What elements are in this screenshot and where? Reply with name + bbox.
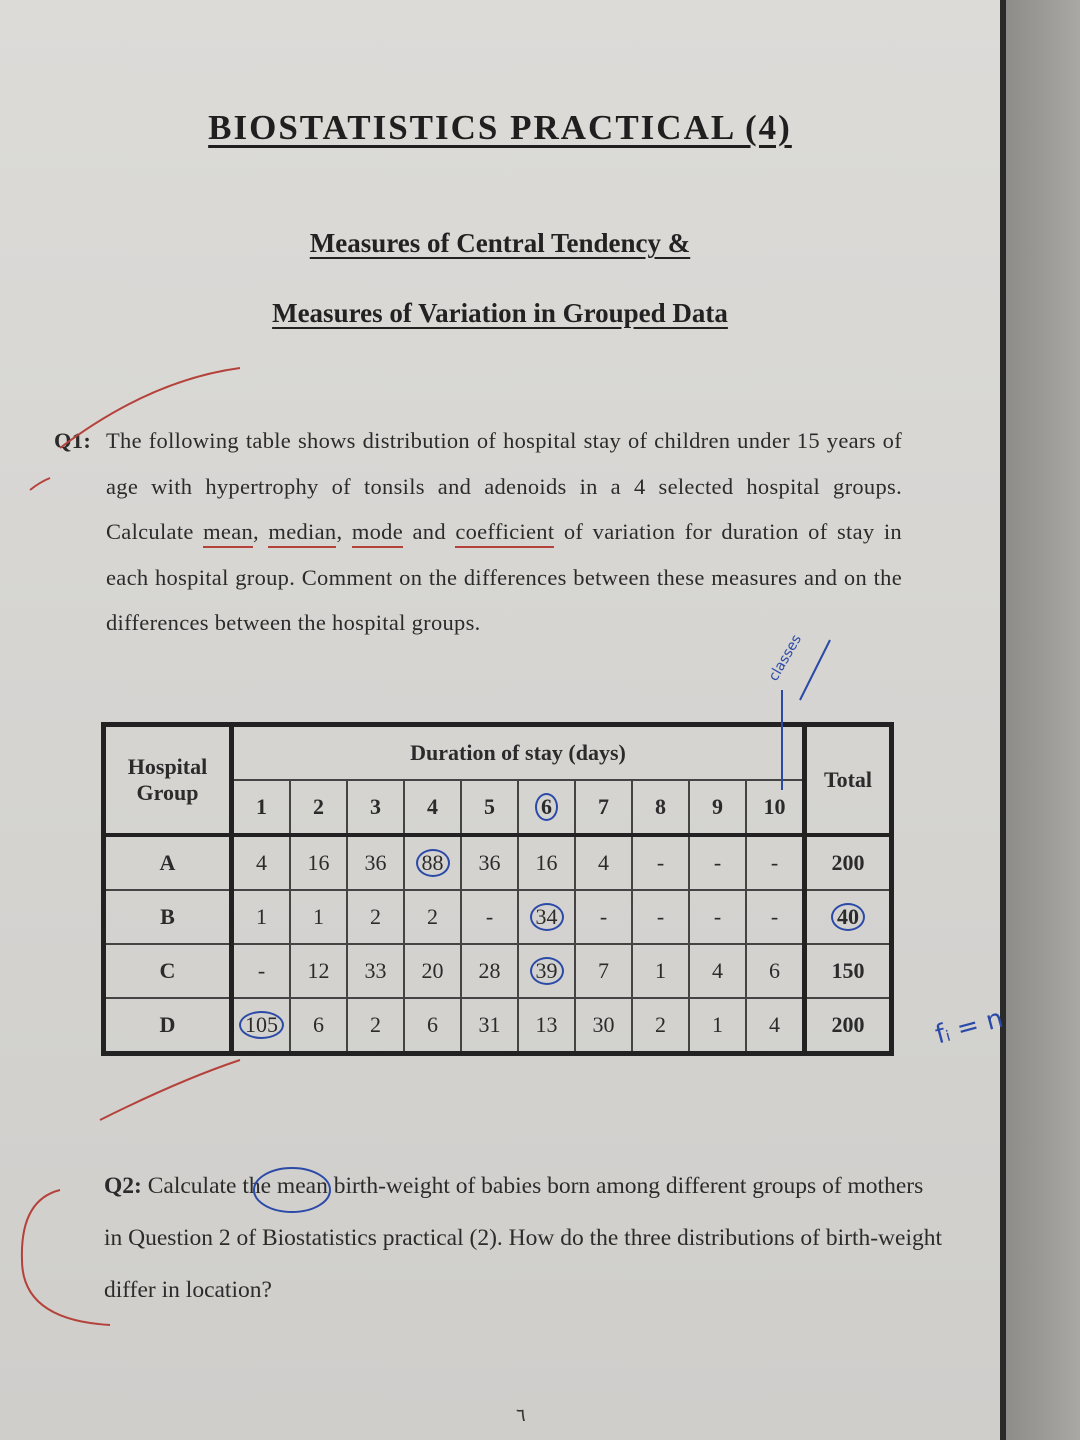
row-total: 200: [805, 998, 892, 1054]
day-header: 4: [404, 780, 461, 835]
table-cell: -: [746, 835, 805, 890]
table-cell: 1: [290, 890, 347, 944]
table-cell: -: [632, 835, 689, 890]
day-header: 1: [232, 780, 291, 835]
question-1-label: Q1:: [54, 428, 92, 453]
total-header: Total: [805, 725, 892, 836]
row-total: 40: [805, 890, 892, 944]
table-row: [104, 890, 892, 944]
table-cell: 28: [461, 944, 518, 998]
day-header: 3: [347, 780, 404, 835]
hospital-stay-table: [101, 722, 894, 1056]
table-cell: 105: [232, 998, 291, 1054]
table-cell: 6: [404, 998, 461, 1054]
day-header: 10: [746, 780, 805, 835]
table-cell: 7: [575, 944, 632, 998]
table-cell: -: [575, 890, 632, 944]
table-cell: 2: [347, 890, 404, 944]
subtitle-central-tendency: Measures of Central Tendency &: [309, 228, 691, 258]
table-cell: 34: [518, 890, 575, 944]
table-row: [104, 835, 892, 890]
word-median: median: [268, 519, 336, 548]
table-cell: 36: [461, 835, 518, 890]
word-mode: mode: [352, 519, 403, 548]
group-label: B: [104, 890, 232, 944]
table-cell: -: [632, 890, 689, 944]
question-2-label: Q2:: [104, 1173, 142, 1199]
page-edge: [1006, 0, 1080, 1440]
table-row: [104, 944, 892, 998]
table-cell: -: [689, 835, 746, 890]
table-cell: -: [689, 890, 746, 944]
table-cell: -: [746, 890, 805, 944]
table-cell: 33: [347, 944, 404, 998]
table-cell: 1: [689, 998, 746, 1054]
row-total: 200: [805, 835, 892, 890]
table-cell: 1: [632, 944, 689, 998]
table-cell: 4: [575, 835, 632, 890]
group-label: A: [104, 835, 232, 890]
table-cell: 2: [632, 998, 689, 1054]
table-cell: 36: [347, 835, 404, 890]
table-cell: 30: [575, 998, 632, 1054]
group-label: D: [104, 998, 232, 1054]
table-cell: 88: [404, 835, 461, 890]
table-cell: 4: [232, 835, 291, 890]
table-row: [104, 998, 892, 1054]
word-coefficient: coefficient: [455, 519, 554, 548]
word-mean: mean: [203, 519, 253, 548]
day-header: 6: [518, 780, 575, 835]
duration-header: Duration of stay (days): [232, 725, 805, 781]
page-number: ٦: [516, 1405, 526, 1425]
subtitle-variation: Measures of Variation in Grouped Data: [272, 298, 728, 328]
margin-note: classes: [765, 632, 805, 684]
day-header: 2: [290, 780, 347, 835]
table-cell: 2: [404, 890, 461, 944]
table-cell: 4: [746, 998, 805, 1054]
question-2-text: Calculate the mean birth-weight of babies born among different groups of mothers in Question 2 of Biostatistics practical (2). How do the three distributions of birth-weight differ in location?: [104, 1173, 943, 1303]
table-cell: 16: [518, 835, 575, 890]
table-cell: -: [232, 944, 291, 998]
group-header: Hospital Group: [104, 725, 232, 836]
day-header: 7: [575, 780, 632, 835]
page-title: BIOSTATISTICS PRACTICAL (4): [208, 108, 792, 147]
table-cell: 2: [347, 998, 404, 1054]
day-header: 9: [689, 780, 746, 835]
table-cell: 20: [404, 944, 461, 998]
day-header: 8: [632, 780, 689, 835]
table-cell: 31: [461, 998, 518, 1054]
question-1: [54, 418, 904, 635]
day-header: 5: [461, 780, 518, 835]
group-label: C: [104, 944, 232, 998]
table-cell: 1: [232, 890, 291, 944]
row-total: 150: [805, 944, 892, 998]
table-cell: 39: [518, 944, 575, 998]
table-cell: 16: [290, 835, 347, 890]
table-cell: 6: [746, 944, 805, 998]
table-cell: 4: [689, 944, 746, 998]
side-note: fᵢ = n: [932, 1003, 1007, 1051]
table-cell: 12: [290, 944, 347, 998]
table-cell: 13: [518, 998, 575, 1054]
table-cell: -: [461, 890, 518, 944]
question-2: [104, 1160, 944, 1316]
question-1-text: The following table shows distribution of hospital stay of children under 15 years of age with hypertrophy of tonsils and adenoids in a 4 selected hospital groups. Calculate mean, median, mode and coefficient of variation for duration of stay in each hospital group. Comment on the differences between these measures and on the differences between the hospital groups.: [106, 428, 902, 635]
table-cell: 6: [290, 998, 347, 1054]
